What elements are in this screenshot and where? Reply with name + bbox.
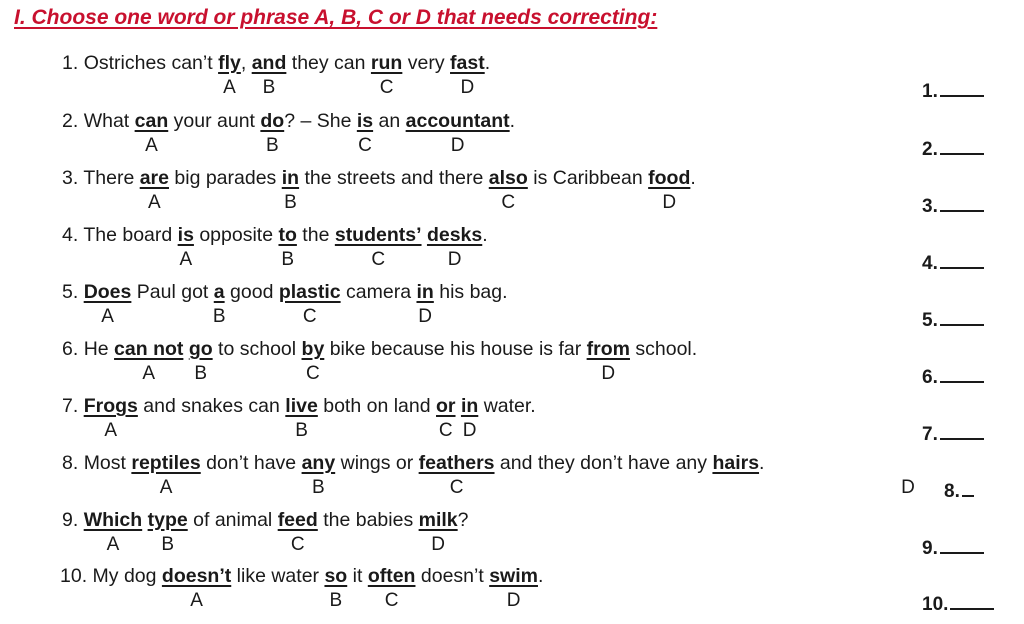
underlined-option: is	[356, 110, 374, 132]
sentence-text: wings or	[335, 452, 419, 474]
answer-blank[interactable]	[962, 477, 974, 497]
question-item	[0, 393, 1024, 451]
exercise-title: I. Choose one word or phrase A, B, C or D that needs correcting:	[14, 6, 658, 29]
sentence-text: they can	[286, 52, 371, 74]
underlined-option: students’	[334, 224, 422, 246]
underlined-option: also	[488, 167, 528, 189]
sentence-text: your aunt	[168, 110, 261, 132]
underlined-option: milk	[418, 509, 458, 531]
sentence-text: camera	[340, 281, 417, 303]
option-letter: D	[431, 534, 446, 555]
question-item	[0, 563, 1024, 621]
option-letter: A	[223, 77, 236, 98]
sentence-text: Paul got	[131, 281, 214, 303]
question-sentence	[62, 165, 696, 191]
question-item	[0, 279, 1024, 337]
answer-slot[interactable]	[922, 363, 984, 389]
sentence-text: his bag.	[433, 281, 508, 303]
answer-number: 7.	[922, 424, 938, 445]
answer-number: 4.	[922, 253, 938, 274]
question-item	[0, 108, 1024, 166]
answer-number: 10.	[922, 594, 949, 615]
option-letter: B	[295, 420, 308, 441]
option-letter: D	[447, 249, 462, 270]
underlined-option: in	[281, 167, 300, 189]
underlined-option: can	[134, 110, 169, 132]
answer-number: 2.	[922, 139, 938, 160]
question-number: 6.	[62, 338, 79, 360]
option-letter: B	[265, 135, 279, 156]
question-number: 4.	[62, 224, 79, 246]
option-letter: C	[290, 534, 305, 555]
sentence-text: like water	[231, 565, 325, 587]
underlined-option: a	[213, 281, 225, 303]
answer-blank[interactable]	[940, 363, 984, 383]
answer-blank[interactable]	[940, 135, 984, 155]
answer-slot[interactable]	[922, 192, 984, 218]
sentence-text: school.	[629, 338, 698, 360]
underlined-option: plastic	[278, 281, 341, 303]
underlined-option: can not	[114, 338, 184, 360]
sentence-text: big parades	[168, 167, 282, 189]
sentence-text: is Caribbean	[527, 167, 649, 189]
sentence-text: water.	[478, 395, 536, 417]
sentence-text: ? – She	[284, 110, 357, 132]
question-item	[0, 450, 1024, 508]
sentence-text: .	[759, 452, 765, 474]
question-number: 5.	[62, 281, 79, 303]
option-letters	[0, 306, 1024, 332]
sentence-text: .	[509, 110, 516, 132]
underlined-option: live	[285, 395, 318, 417]
underlined-option: any	[301, 452, 336, 474]
underlined-option: type	[147, 509, 188, 531]
underlined-option: so	[324, 565, 348, 587]
option-letter: A	[145, 135, 158, 156]
option-letters	[0, 77, 1024, 103]
answer-blank[interactable]	[940, 249, 984, 269]
sentence-text: The board	[83, 224, 178, 246]
underlined-option: and	[251, 52, 287, 74]
sentence-text: an	[373, 110, 406, 132]
sentence-text: .	[482, 224, 488, 246]
underlined-option: in	[460, 395, 479, 417]
option-letters	[0, 477, 1024, 503]
underlined-option: feathers	[418, 452, 495, 474]
sentence-text: There	[83, 167, 140, 189]
option-letter: C	[371, 249, 386, 270]
sentence-text: and snakes can	[137, 395, 286, 417]
option-letter: A	[179, 249, 193, 270]
underlined-option: run	[370, 52, 403, 74]
underlined-option: or	[436, 395, 456, 417]
question-sentence	[62, 279, 508, 305]
answer-blank[interactable]	[940, 534, 984, 554]
answer-number: 3.	[922, 196, 938, 217]
underlined-option: Does	[83, 281, 132, 303]
option-letter: B	[284, 192, 297, 213]
option-letter: A	[159, 477, 173, 498]
question-item	[0, 165, 1024, 223]
option-letters	[0, 420, 1024, 446]
answer-slot[interactable]	[922, 135, 984, 161]
underlined-option: often	[367, 565, 416, 587]
option-letter: A	[148, 192, 161, 213]
sentence-text: ?	[457, 509, 469, 531]
option-letter: B	[329, 590, 343, 611]
answer-blank[interactable]	[940, 192, 984, 212]
sentence-text: He	[83, 338, 115, 360]
option-letter: C	[379, 77, 394, 98]
question-item	[0, 222, 1024, 280]
answer-slot[interactable]	[922, 534, 984, 560]
answer-slot[interactable]	[922, 306, 984, 332]
question-sentence	[62, 50, 490, 76]
sentence-text: What	[83, 110, 135, 132]
option-letters	[0, 534, 1024, 560]
option-letters	[0, 590, 1024, 616]
option-letter: C	[501, 192, 516, 213]
sentence-text: .	[690, 167, 696, 189]
sentence-text: .	[484, 52, 491, 74]
option-letter: A	[101, 306, 114, 327]
question-sentence	[62, 450, 764, 476]
option-letter: D	[460, 77, 475, 98]
sentence-text: Most	[83, 452, 132, 474]
option-letter: C	[449, 477, 464, 498]
option-letter: C	[302, 306, 317, 327]
answer-blank[interactable]	[940, 77, 984, 97]
underlined-option: desks	[426, 224, 483, 246]
question-sentence	[62, 108, 515, 134]
option-letter: B	[194, 363, 208, 384]
answer-slot[interactable]	[922, 590, 994, 616]
option-letter: B	[212, 306, 226, 327]
option-letters	[0, 192, 1024, 218]
option-letter: D	[901, 477, 915, 498]
option-letter: D	[450, 135, 465, 156]
option-letter: D	[506, 590, 521, 611]
answer-slot[interactable]	[922, 77, 984, 103]
question-sentence	[60, 563, 543, 589]
sentence-text: both on land	[317, 395, 437, 417]
option-letter: A	[104, 420, 118, 441]
underlined-option: swim	[489, 565, 538, 587]
underlined-option: Which	[83, 509, 143, 531]
underlined-option: food	[648, 167, 691, 189]
question-sentence	[62, 507, 469, 533]
sentence-text: My dog	[92, 565, 162, 587]
answer-number: 1.	[922, 81, 938, 102]
option-letter: D	[601, 363, 616, 384]
question-item	[0, 50, 1024, 108]
question-number: 7.	[62, 395, 79, 417]
answer-slot[interactable]	[922, 420, 984, 446]
question-sentence	[62, 336, 697, 362]
answer-slot[interactable]	[922, 249, 984, 275]
question-number: 3.	[62, 167, 79, 189]
sentence-text: Ostriches can’t	[83, 52, 219, 74]
answer-slot[interactable]	[944, 477, 974, 503]
option-letter: C	[384, 590, 399, 611]
underlined-option: to	[278, 224, 297, 246]
question-sentence	[62, 222, 488, 248]
sentence-text: opposite	[193, 224, 279, 246]
option-letter: A	[142, 363, 156, 384]
option-letters	[0, 363, 1024, 389]
option-letter: D	[662, 192, 677, 213]
option-letter: C	[358, 135, 372, 156]
sentence-text: of animal	[187, 509, 278, 531]
underlined-option: do	[260, 110, 285, 132]
sentence-text: the	[296, 224, 335, 246]
underlined-option: feed	[277, 509, 318, 531]
underlined-option: hairs	[712, 452, 760, 474]
question-item	[0, 336, 1024, 394]
underlined-option: fast	[450, 52, 485, 74]
option-letter: D	[418, 306, 433, 327]
sentence-text: bike because his house is far	[324, 338, 587, 360]
sentence-text: the babies	[317, 509, 419, 531]
question-item	[0, 507, 1024, 565]
answer-number: 9.	[922, 538, 938, 559]
question-number: 8.	[62, 452, 79, 474]
underlined-option: doesn’t	[161, 565, 232, 587]
underlined-option: Frogs	[83, 395, 138, 417]
answer-blank[interactable]	[950, 590, 994, 610]
option-letters	[0, 135, 1024, 161]
question-number: 10.	[60, 565, 88, 587]
option-letter: A	[106, 534, 120, 555]
underlined-option: are	[139, 167, 169, 189]
sentence-text: it	[347, 565, 368, 587]
option-letter: B	[262, 77, 276, 98]
option-letters	[0, 249, 1024, 275]
underlined-option: from	[586, 338, 630, 360]
option-letter: C	[438, 420, 453, 441]
question-number: 2.	[62, 110, 79, 132]
answer-blank[interactable]	[940, 420, 984, 440]
question-number: 1.	[62, 52, 79, 74]
answer-blank[interactable]	[940, 306, 984, 326]
sentence-text: very	[402, 52, 451, 74]
underlined-option: reptiles	[131, 452, 201, 474]
sentence-text: good	[224, 281, 279, 303]
underlined-option: accountant	[405, 110, 510, 132]
sentence-text: .	[537, 565, 544, 587]
sentence-text: the streets and there	[299, 167, 489, 189]
underlined-option: in	[416, 281, 434, 303]
answer-number: 8.	[944, 481, 960, 502]
sentence-text: and they don’t have any	[494, 452, 713, 474]
option-letter: D	[462, 420, 477, 441]
option-letter: C	[306, 363, 320, 384]
option-letter: B	[281, 249, 295, 270]
sentence-text: doesn’t	[415, 565, 490, 587]
question-number: 9.	[62, 509, 79, 531]
option-letter: B	[312, 477, 325, 498]
option-letter: A	[190, 590, 203, 611]
answer-number: 6.	[922, 367, 938, 388]
option-letter: B	[161, 534, 174, 555]
underlined-option: by	[301, 338, 325, 360]
sentence-text: don’t have	[200, 452, 302, 474]
question-sentence	[62, 393, 536, 419]
underlined-option: fly	[218, 52, 241, 74]
underlined-option: go	[188, 338, 213, 360]
sentence-text: to school	[212, 338, 302, 360]
underlined-option: is	[177, 224, 194, 246]
sentence-text: ,	[240, 52, 252, 74]
answer-number: 5.	[922, 310, 938, 331]
